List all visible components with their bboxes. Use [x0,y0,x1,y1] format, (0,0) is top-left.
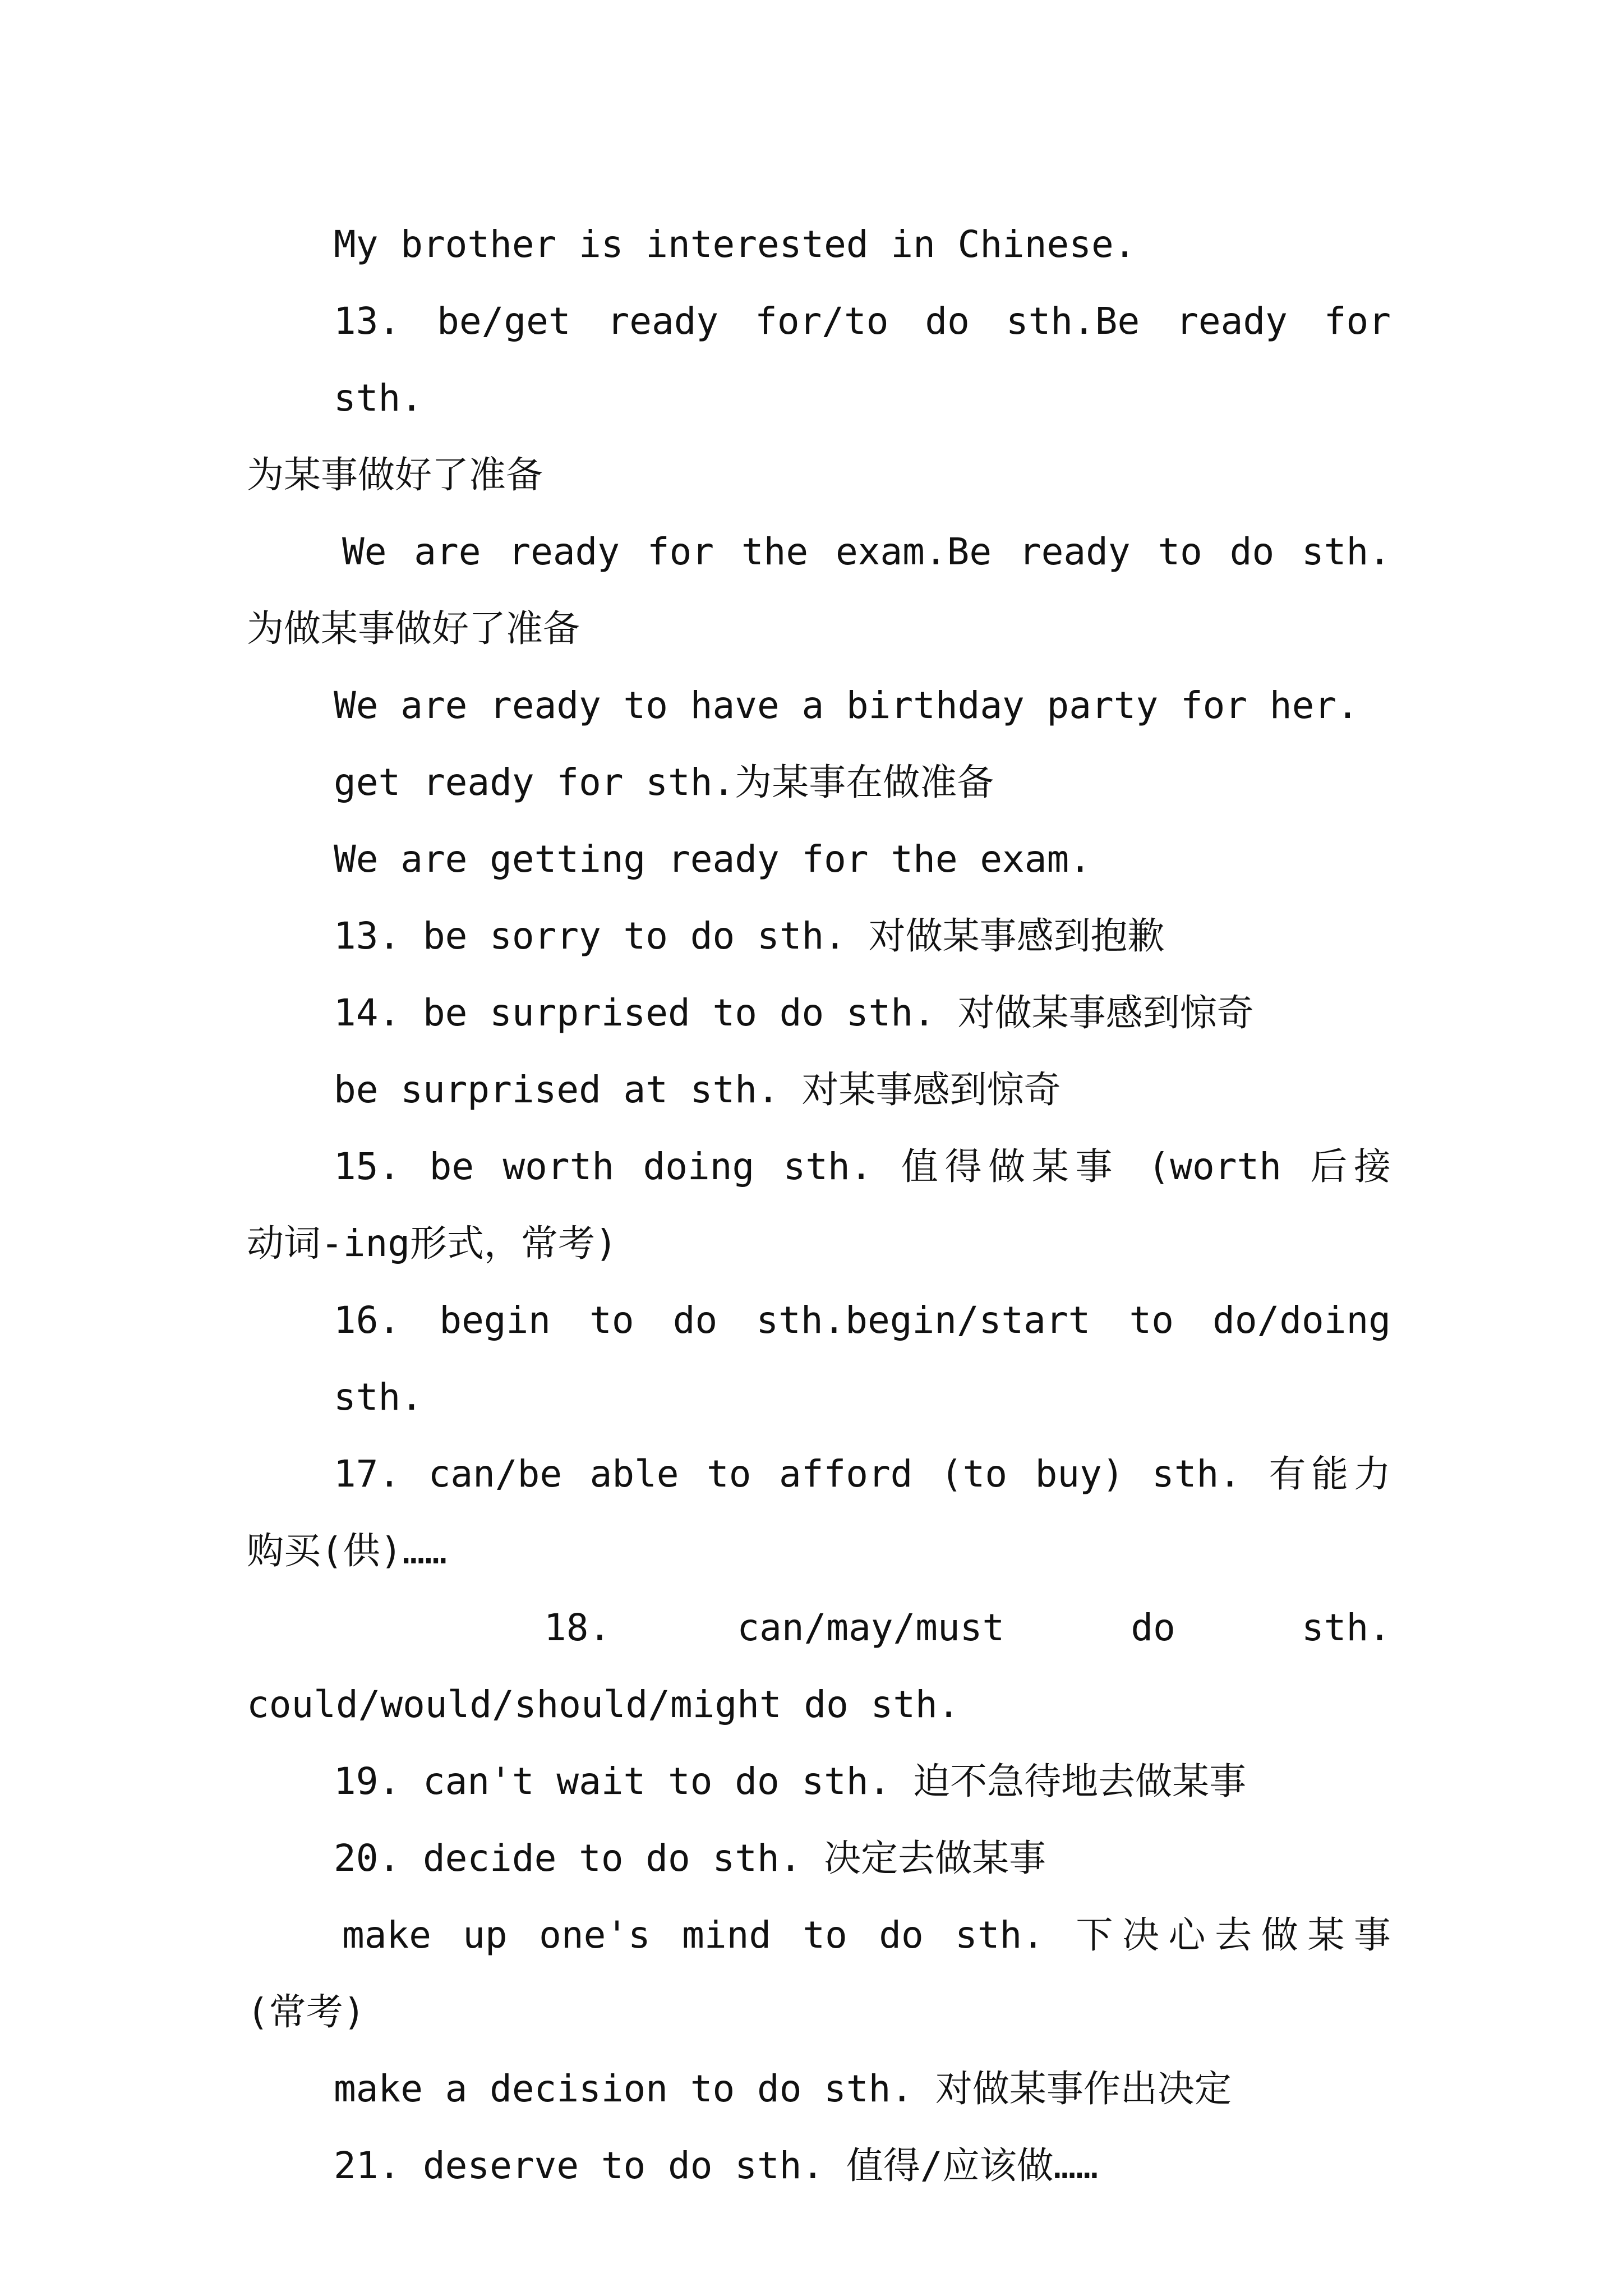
text-line: 为某事做好了准备 [247,453,543,496]
text-line: 13. be/get ready for/to do sth.Be ready for sth. [334,300,1413,420]
text-line: (常考) [247,1990,366,2033]
text-line: 14. be surprised to do sth. 对做某事感到惊奇 [334,991,1254,1034]
text-line: 购买(供)…… [247,1529,447,1572]
text-line: 动词-ing形式，常考) [247,1222,617,1265]
document-body [247,206,1413,2204]
text-line: 16. begin to do sth.begin/start to do/doing sth. [334,1299,1413,1419]
text-line: 21. deserve to do sth. 值得/应该做…… [334,2144,1099,2187]
text-line: We are getting ready for the exam. [334,838,1092,881]
text-line: could/would/should/might do sth. [247,1683,960,1726]
text-line: We are ready for the exam.Be ready to do sth. [342,530,1391,573]
text-line: My brother is interested in Chinese. [334,223,1136,266]
text-line: 为做某事做好了准备 [247,607,580,650]
text-line: 20. decide to do sth. 决定去做某事 [334,1837,1046,1880]
text-line: make a decision to do sth. 对做某事作出决定 [334,2067,1232,2110]
text-line: We are ready to have a birthday party for her. [334,684,1359,727]
text-line: make up one's mind to do sth. 下决心去做某事 [342,1913,1391,1957]
text-line: 18. can/may/must do sth. [544,1606,1391,1649]
text-line: 17. can/be able to afford (to buy) sth. 有能力 [334,1452,1391,1496]
text-line: get ready for sth.为某事在做准备 [334,761,994,804]
text-line: 19. can't wait to do sth. 迫不急待地去做某事 [334,1760,1247,1803]
text-line: be surprised at sth. 对某事感到惊奇 [334,1068,1061,1111]
text-line: 15. be worth doing sth. 值得做某事 (worth 后接 [334,1145,1391,1188]
text-line: 13. be sorry to do sth. 对做某事感到抱歉 [334,914,1165,958]
